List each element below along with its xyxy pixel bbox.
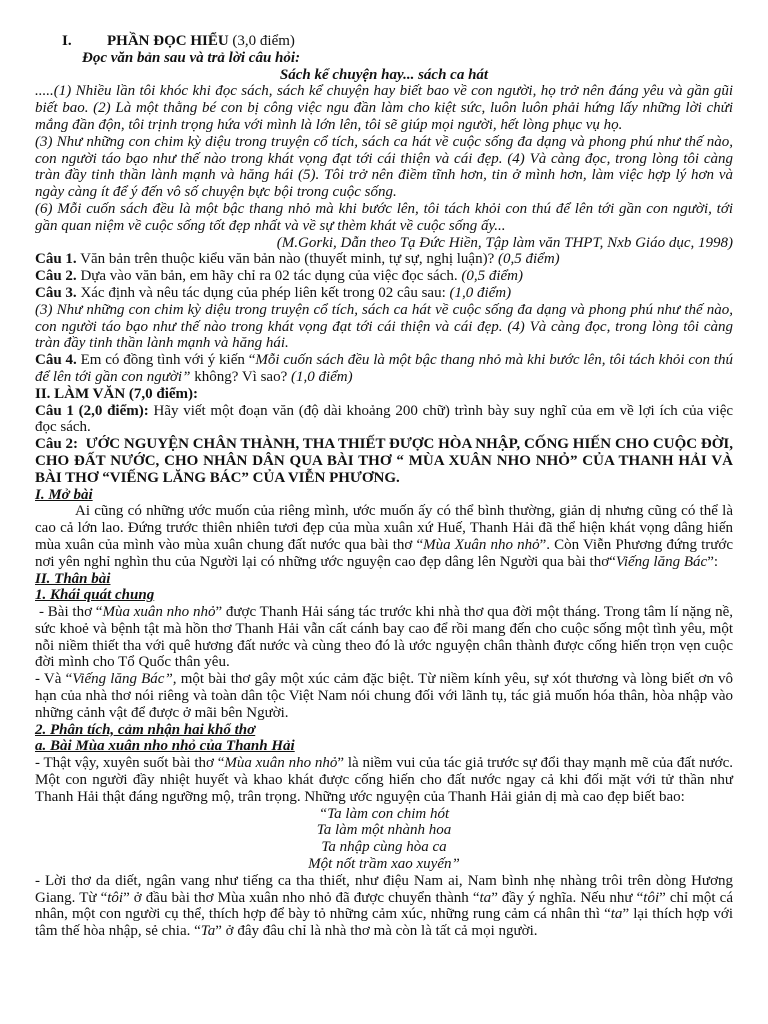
reading-section-score: (3,0 điểm) xyxy=(232,33,295,49)
question-text: Xác định và nêu tác dụng của phép liên kết trong 02 câu sau: xyxy=(80,284,446,301)
reading-question-3 xyxy=(35,285,733,302)
poem-line: Một nốt trầm xao xuyến” xyxy=(308,856,460,873)
analysis-paragraph-2 xyxy=(35,873,733,940)
question-score: (1,0 điểm) xyxy=(290,368,353,385)
passage-paragraph-3: (6) Mỗi cuốn sách đều là một bậc thang nhỏ mà khi bước lên, tôi tách khỏi con thú để lên tới gần con người, tới gần quan niệm về cuộc sống tốt đẹp nhất và về sự thèm khát về cuộc sống ấy... xyxy=(35,200,733,234)
analysis-subheading-a: a. Bài Mùa xuân nho nhỏ của Thanh Hải xyxy=(35,738,295,755)
passage-title: Sách kể chuyện hay... sách ca hát xyxy=(279,66,489,83)
question-text: Văn bản trên thuộc kiểu văn bản nào (thuyết minh, tự sự, nghị luận)? xyxy=(80,251,495,268)
question-label: Câu 1. xyxy=(35,251,77,268)
passage-paragraph-2: (3) Như những con chim kỳ diệu trong truyện cổ tích, sách ca hát về cuộc sống đa dạng và phong phú như thế nào, con người táo bạo như thế nào trong khát vọng đạt tới cái thiện và cái đẹp. (4) Và càng đọc, trong lòng tôi càng tràn đầy tinh thần lành mạnh và hăng hái (5). Tôi trở nên điềm tĩnh hơn, tin ở mình hơn, làm việc hợp lý hơn và ngày càng ít để ý đến vô số chuyện bực bội trong cuộc sống. xyxy=(35,133,733,201)
analysis-text: ” là niềm vui của tác giả trước sự đổi thay mạnh mẽ của đất nước. Một con người đầy nhiệt huyết và khao khát được cống hiến cho đất nước ngay cả khi đối mặt với tử thần như Thanh Hải thật đáng ngưỡng mộ, trân trọng. Những ước nguyện của Thanh Hải giản dị mà cao đẹp biết bao: xyxy=(35,755,734,805)
passage-citation: (M.Gorki, Dẫn theo Tạ Đức Hiền, Tập làm văn THPT, Nxb Giáo dục, 1998) xyxy=(276,234,733,251)
reading-question-2 xyxy=(35,268,733,285)
analysis-text: ” lại thích hợp với tâm thế hòa nhập, sẻ chia. “ xyxy=(35,906,733,940)
intro-text: ”. Còn Viễn Phương đứng trước nơi yên nghỉ nghìn thu của Người lại có những ước nguyện cao đẹp dâng lên Người qua bài thơ“ xyxy=(35,536,733,570)
intro-text: Ai cũng có những ước muốn của riêng mình, ước muốn ấy có thể bình thường, giản dị nhưng cũng có thể là cao cả lớn lao. Đứng trước thiên nhiên tươi đẹp của mùa xuân xứ Huế, Thanh Hải đã thể hiện khát vọng dâng hiến mùa xuân của mình vào mùa xuân chung đất nước qua bài thơ “ xyxy=(35,503,733,553)
analysis-text: - Lời thơ da diết, ngân vang như tiếng ca tha thiết, như điệu Nam ai, Nam bình nhẹ nhàng trôi trên dòng Hương Giang. Từ “ xyxy=(35,872,733,906)
reading-section-number: I. xyxy=(62,33,72,49)
pronoun-term: Ta xyxy=(200,923,216,940)
intro-paragraph xyxy=(35,503,733,570)
question-label: Câu 3. xyxy=(35,284,77,301)
analysis-text: ” ở đây đâu chỉ là nhà thơ mà còn là tất cả mọi người. xyxy=(215,923,538,940)
overview-text: - Bài thơ “ xyxy=(39,604,103,621)
question-quote: Mỗi cuốn sách đều là một bậc thang nhỏ mà khi bước lên, tôi tách khỏi con thú để lên tới gần con người” xyxy=(35,352,733,385)
overview-paragraph-2 xyxy=(35,671,733,721)
question-label: Câu 2: xyxy=(35,436,78,453)
question-score: (0,5 điểm) xyxy=(498,251,560,268)
question-title: ƯỚC NGUYỆN CHÂN THÀNH, THA THIẾT ĐƯỢC HÒA NHẬP, CỐNG HIẾN CHO CUỘC ĐỜI, CHO ĐẤT NƯỚC, CHO NHÂN DÂN QUA BÀI THƠ “ MÙA XUÂN NHO NHỎ” CỦA THANH HẢI VÀ BÀI THƠ “VIẾNG LĂNG BÁC” CỦA VIỄN PHƯƠNG. xyxy=(35,436,734,486)
passage-paragraph-1: .....(1) Nhiều lần tôi khóc khi đọc sách, sách kể chuyện hay biết bao về con người, họ trở nên đáng yêu và gần gũi biết bao. (2) Là một thằng bé con bị công việc ngu đần làm cho kiệt sức, luôn luôn phải hứng lấy những lời chửi mắng đần độn, tôi trịnh trọng hứa với mình là lớn lên, tôi sẽ giúp mọi người, hết lòng phục vụ họ. xyxy=(35,83,733,133)
question-score: (0,5 điểm) xyxy=(461,268,523,285)
overview-heading: 1. Khái quát chung xyxy=(35,587,155,604)
poem-line: “Ta làm con chim hót xyxy=(318,805,450,822)
reading-section-heading xyxy=(35,33,733,50)
question-label: Câu 1 (2,0 điểm): xyxy=(35,402,149,419)
question-label: Câu 2. xyxy=(35,268,77,285)
question-text: Em có đồng tình với ý kiến “ xyxy=(80,352,256,369)
question-text: Dựa vào văn bản, em hãy chỉ ra 02 tác dụng của việc đọc sách. xyxy=(80,268,458,285)
poem-line: Ta nhập cùng hòa ca xyxy=(321,839,447,856)
reading-instruction: Đọc văn bản sau và trả lời câu hỏi: xyxy=(82,49,301,66)
poem-title: Mùa xuân nho nhỏ xyxy=(224,755,338,772)
poem-title: Mùa Xuân nho nhỏ xyxy=(423,536,540,553)
analysis-heading: 2. Phân tích, cảm nhận hai khổ thơ xyxy=(35,721,256,738)
question-3-excerpt: (3) Như những con chim kỳ diệu trong truyện cổ tích, sách ca hát về cuộc sống đa dạng và phong phú như thế nào, con người táo bạo như thế nào trong khát vọng đạt tới cái thiện và cái đẹp. (4) Và càng đọc, trong lòng tôi càng tràn đầy tinh thần lành mạnh và hăng hái. xyxy=(35,301,733,352)
reading-question-1 xyxy=(35,251,733,268)
pronoun-term: tôi xyxy=(643,889,660,906)
pronoun-term: ta xyxy=(610,906,623,923)
essay-question-2 xyxy=(35,436,733,486)
pronoun-term: tôi xyxy=(107,889,124,906)
essay-section-heading: II. LÀM VĂN (7,0 điểm): xyxy=(35,385,199,402)
question-label: Câu 4. xyxy=(35,352,77,369)
poem-title: Mùa xuân nho nhỏ xyxy=(102,604,216,621)
question-score: (1,0 điểm) xyxy=(449,284,512,301)
analysis-paragraph-1 xyxy=(35,755,733,805)
exam-page xyxy=(35,33,733,940)
essay-question-1 xyxy=(35,403,733,437)
overview-text: - Và “ xyxy=(35,671,73,688)
question-text: Hãy viết một đoạn văn (độ dài khoảng 200 chữ) trình bày suy nghĩ của em về lợi ích của việc đọc sách. xyxy=(35,402,734,436)
poem-title: Viếng lăng Bác xyxy=(615,553,708,570)
intro-heading: I. Mở bài xyxy=(35,486,93,503)
analysis-text: ” chỉ một cá nhân, một con người cụ thể, thích hợp để bày tỏ những cảm xúc, những rung cảm cá nhân thì “ xyxy=(35,889,733,923)
poem-line: Ta làm một nhành hoa xyxy=(316,822,452,839)
overview-paragraph-1 xyxy=(35,604,733,671)
pronoun-term: ta xyxy=(479,889,492,906)
poem-title: Viếng lăng Bác”, xyxy=(72,671,177,688)
overview-text: một bài thơ gây một xúc cảm đặc biệt. Từ niềm kính yêu, sự xót thương và lòng biết ơn vô hạn của nhà thơ nói riêng và toàn dân tộc Việt Nam nói chung đối với lãnh tụ, tác giả muốn hóa thân, hòa nhập vào những cảnh vật để được ở mãi bên Người. xyxy=(35,671,733,721)
intro-text: ”: xyxy=(707,553,719,570)
reading-question-4 xyxy=(35,352,733,386)
analysis-text: ” ở đầu bài thơ Mùa xuân nho nhỏ đã được chuyển thành “ xyxy=(123,889,480,906)
question-text-after: không? Vì sao? xyxy=(194,368,288,385)
analysis-text: ” đầy ý nghĩa. Nếu như “ xyxy=(491,889,644,906)
analysis-text: - Thật vậy, xuyên suốt bài thơ “ xyxy=(35,755,225,772)
overview-text: ” được Thanh Hải sáng tác trước khi nhà thơ qua đời một tháng. Trong tâm lí nặng nề, sức khoẻ và bệnh tật mà hồn thơ Thanh Hải vẫn cất cánh bay cao để rồi mang đến cho cuộc sống một tình yêu, một nỗi niềm thiết tha với quê hương đất nước và cùng theo đó là ước nguyện chân thành được cống hiến trọn vẹn cuộc đời mình cho Tổ Quốc thân yêu. xyxy=(35,604,733,671)
body-heading: II. Thân bài xyxy=(35,570,111,587)
reading-section-title: PHẦN ĐỌC HIỂU xyxy=(107,33,229,49)
